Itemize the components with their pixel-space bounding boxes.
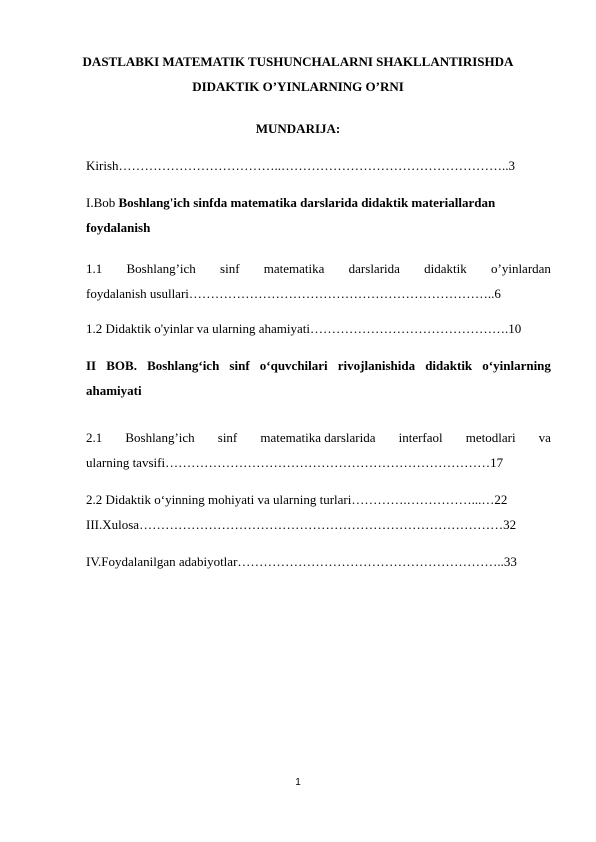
toc-word: 2.1 bbox=[86, 430, 103, 445]
toc-word: BOB. bbox=[106, 358, 137, 373]
toc-word: Boshlang’ich bbox=[125, 430, 195, 445]
toc-entry-chapter-2-line-1 bbox=[86, 358, 551, 374]
toc-entry-intro: Kirish………………………………..……………………………………………..3 bbox=[86, 158, 515, 173]
toc-word: o‘quvchilari bbox=[259, 358, 328, 373]
toc-entry-2-1-line-1 bbox=[86, 430, 551, 446]
toc-word: interfaol bbox=[398, 430, 443, 445]
toc-entry-2-1-line-2: ularning tavsifi…………………………………………………………………17 bbox=[86, 455, 504, 470]
contents-heading: MUNDARIJA: bbox=[255, 121, 341, 136]
toc-word: didaktik bbox=[425, 358, 473, 373]
toc-word: o’yinlardan bbox=[491, 261, 551, 276]
toc-word: 1.1 bbox=[86, 261, 103, 276]
toc-word: didaktik bbox=[424, 261, 467, 276]
toc-word: metodlari bbox=[465, 430, 516, 445]
toc-entry-1-1-line-2: foydalanish usullari……………………………………………………………..6 bbox=[86, 286, 501, 301]
toc-entry-2-2: 2.2 Didaktik o‘yinning mohiyati va ularning turlari………….……………...…22 bbox=[86, 492, 508, 507]
toc-entry-references: IV.Foydalanilgan adabiyotlar……………………………………………………..33 bbox=[86, 554, 517, 569]
toc-word: o‘yinlarning bbox=[482, 358, 551, 373]
toc-entry-1-2: 1.2 Didaktik o'yinlar va ularning ahamiyati……………………………………….10 bbox=[86, 321, 522, 336]
toc-entry-1-1-line-1 bbox=[86, 261, 551, 277]
toc-word: darslarida bbox=[348, 261, 400, 276]
document-title-line-2: DIDAKTIK O’YINLARNING O’RNI bbox=[192, 79, 404, 94]
page-number: 1 bbox=[295, 777, 301, 788]
toc-word: sinf bbox=[220, 261, 240, 276]
toc-word: va bbox=[538, 430, 551, 445]
toc-word: Boshlang’ich bbox=[126, 261, 196, 276]
toc-word: sinf bbox=[217, 430, 238, 445]
toc-word: rivojlanishida bbox=[337, 358, 416, 373]
toc-entry-chapter-1 bbox=[86, 195, 495, 211]
toc-word: II bbox=[86, 358, 97, 373]
toc-word: matematika darslarida bbox=[260, 430, 376, 445]
chapter-1-title: Boshlang'ich sinfda matematika darslarida didaktik materiallardan bbox=[118, 195, 496, 210]
toc-word: Boshlang‘ich bbox=[147, 358, 220, 373]
toc-word: matematika bbox=[263, 261, 325, 276]
toc-entry-conclusion: III.Xulosa…………………………………………………………………………32 bbox=[86, 517, 517, 532]
toc-entry-chapter-2-line-2: ahamiyati bbox=[86, 383, 142, 398]
toc-word: sinf bbox=[229, 358, 250, 373]
document-title-line-1: DASTLABKI MATEMATIK TUSHUNCHALARNI SHAKLLANTIRISHDA bbox=[82, 54, 514, 69]
chapter-1-prefix: I.Bob bbox=[86, 195, 119, 210]
chapter-1-title-continued: foydalanish bbox=[86, 220, 151, 235]
